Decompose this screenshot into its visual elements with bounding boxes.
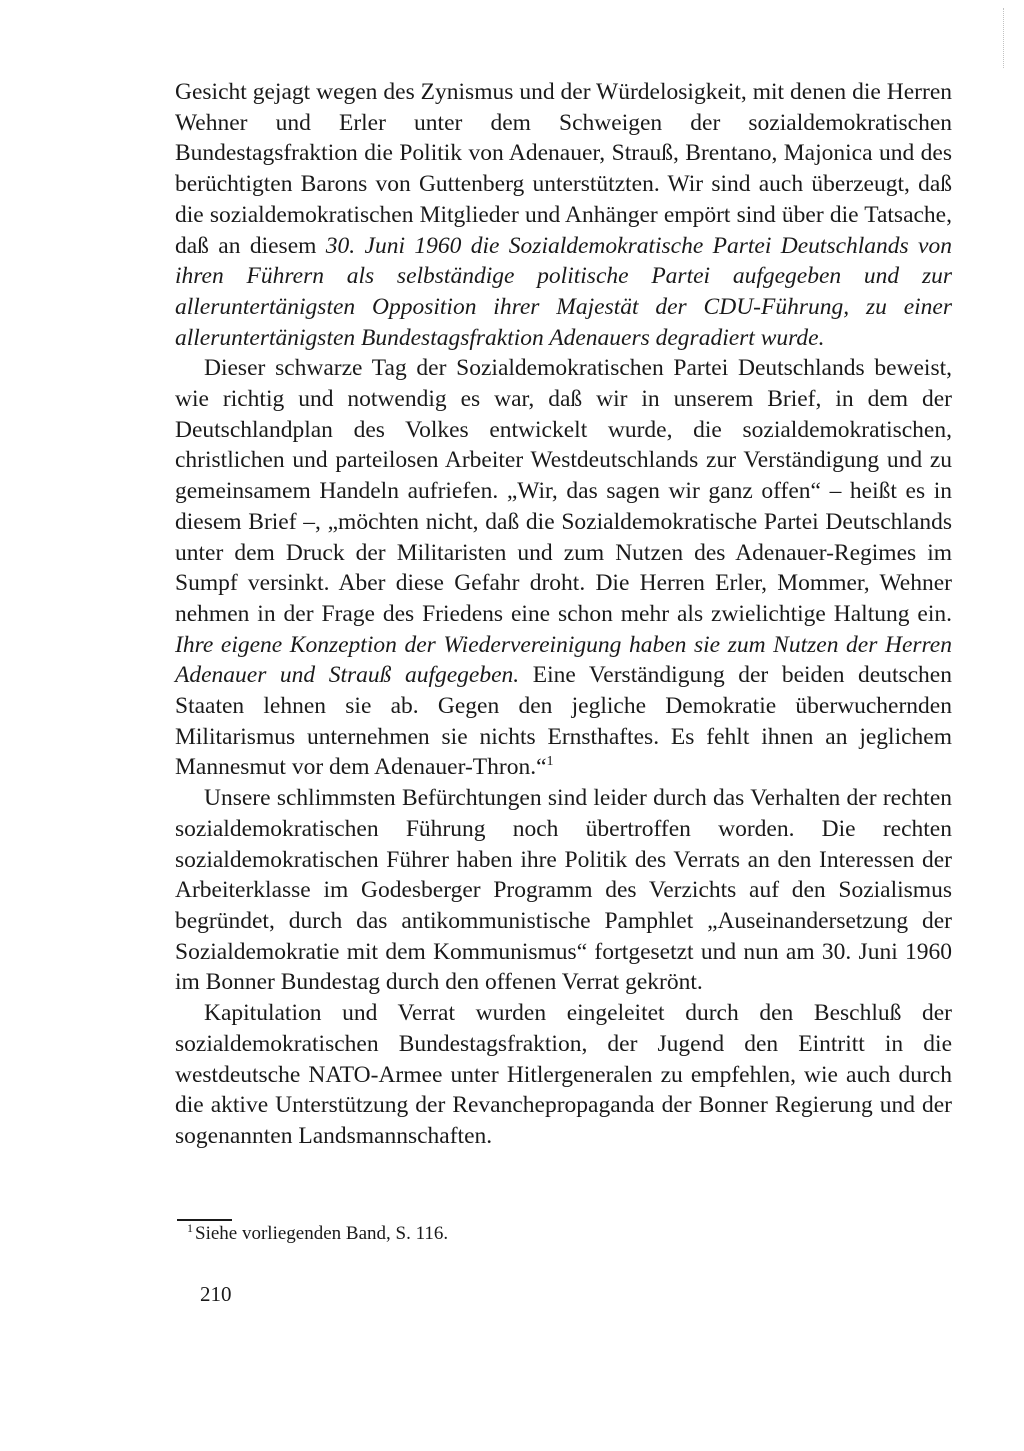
- footnote-text: Siehe vorliegenden Band, S. 116.: [195, 1223, 449, 1244]
- scan-edge-mark: [1000, 8, 1004, 68]
- paragraph-text: Kapitulation und Verrat wurden eingeleitet durch den Beschluß der sozialdemokratischen Bundestagsfraktion, der Jugend den Eintritt in die westdeutsche NATO-Armee unter Hitlergeneralen zu empfehlen, wie auch durch die aktive Unterstützung der Revanchepropaganda der Bonner Regierung und der sogenannten Landsmannschaften.: [175, 1000, 952, 1149]
- footnote: [187, 1222, 448, 1246]
- paragraph-1: [175, 77, 952, 353]
- emphasized-text: Ihre eigene Konzeption der Wiedervereinigung haben sie zum Nutzen der Herren Adenauer und Strauß aufgegeben.: [175, 631, 952, 689]
- paragraph-4: [175, 998, 952, 1152]
- paragraph-2: [175, 353, 952, 783]
- footnote-marker: 1: [187, 1220, 193, 1235]
- footnote-reference: 1: [546, 754, 554, 770]
- paragraph-3: [175, 783, 952, 998]
- footnote-divider: [177, 1219, 232, 1221]
- paragraph-text: Unsere schlimmsten Befürchtungen sind leider durch das Verhalten der rechten sozialdemokratischen Führung noch übertroffen worden. Die rechten sozialdemokratischen Führer haben ihre Politik des Verrats an den Interessen der Arbeiterklasse im Godesberger Programm des Verzichts auf den Sozialismus begründet, durch das antikommunistische Pamphlet „Auseinandersetzung der Sozialdemokratie mit dem Kommunismus“ fortgesetzt und nun am 30. Juni 1960 im Bonner Bundestag durch den offenen Verrat gekrönt.: [175, 785, 952, 996]
- emphasized-text: 30. Juni 1960 die Sozialdemokratische Partei Deutschlands von ihren Führern als selbständige politische Partei aufgegeben und zur alleruntertänigsten Opposition ihrer Majestät der CDU-Führung, zu einer alleruntertänigsten Bundestagsfraktion Adenauers degradiert wurde.: [175, 232, 952, 351]
- page-number: 210: [200, 1282, 232, 1306]
- paragraph-text: Dieser schwarze Tag der Sozialdemokratischen Partei Deutschlands beweist, wie richtig und notwendig es war, daß wir in unserem Brief, in dem der Deutschlandplan des Volkes entwickelt wurde, die sozialdemokratischen, christlichen und parteilosen Arbeiter Westdeutschlands zur Verständigung und zu gemeinsamem Handeln aufriefen. „Wir, das sagen wir ganz offen“ – heißt es in diesem Brief –, „möchten nicht, daß die Sozialdemokratische Partei Deutschlands unter dem Druck der Militaristen und zum Nutzen des Adenauer-Regimes im Sumpf versinkt. Aber diese Gefahr droht. Die Herren Erler, Mommer, Wehner nehmen in der Frage des Friedens eine schon mehr als zwielichtige Haltung ein.: [175, 355, 952, 627]
- paragraph-text: Eine Verständigung der beiden deutschen Staaten lehnen sie ab. Gegen den jegliche Demokratie überwuchernden Militarismus unternehmen sie nichts Ernsthaftes. Es fehlt ihnen an jeglichem Mannesmut vor dem Adenauer-Thron.“: [175, 662, 952, 781]
- body-text: [175, 77, 952, 1152]
- paragraph-text: Gesicht gejagt wegen des Zynismus und der Würdelosigkeit, mit denen die Herren Wehner und Erler unter dem Schweigen der sozialdemokratischen Bundestagsfraktion die Politik von Adenauer, Strauß, Brentano, Majonica und des berüchtigten Barons von Guttenberg unterstützten. Wir sind auch überzeugt, daß die sozialdemokratischen Mitglieder und Anhänger empört sind über die Tatsache, daß an diesem: [175, 79, 952, 259]
